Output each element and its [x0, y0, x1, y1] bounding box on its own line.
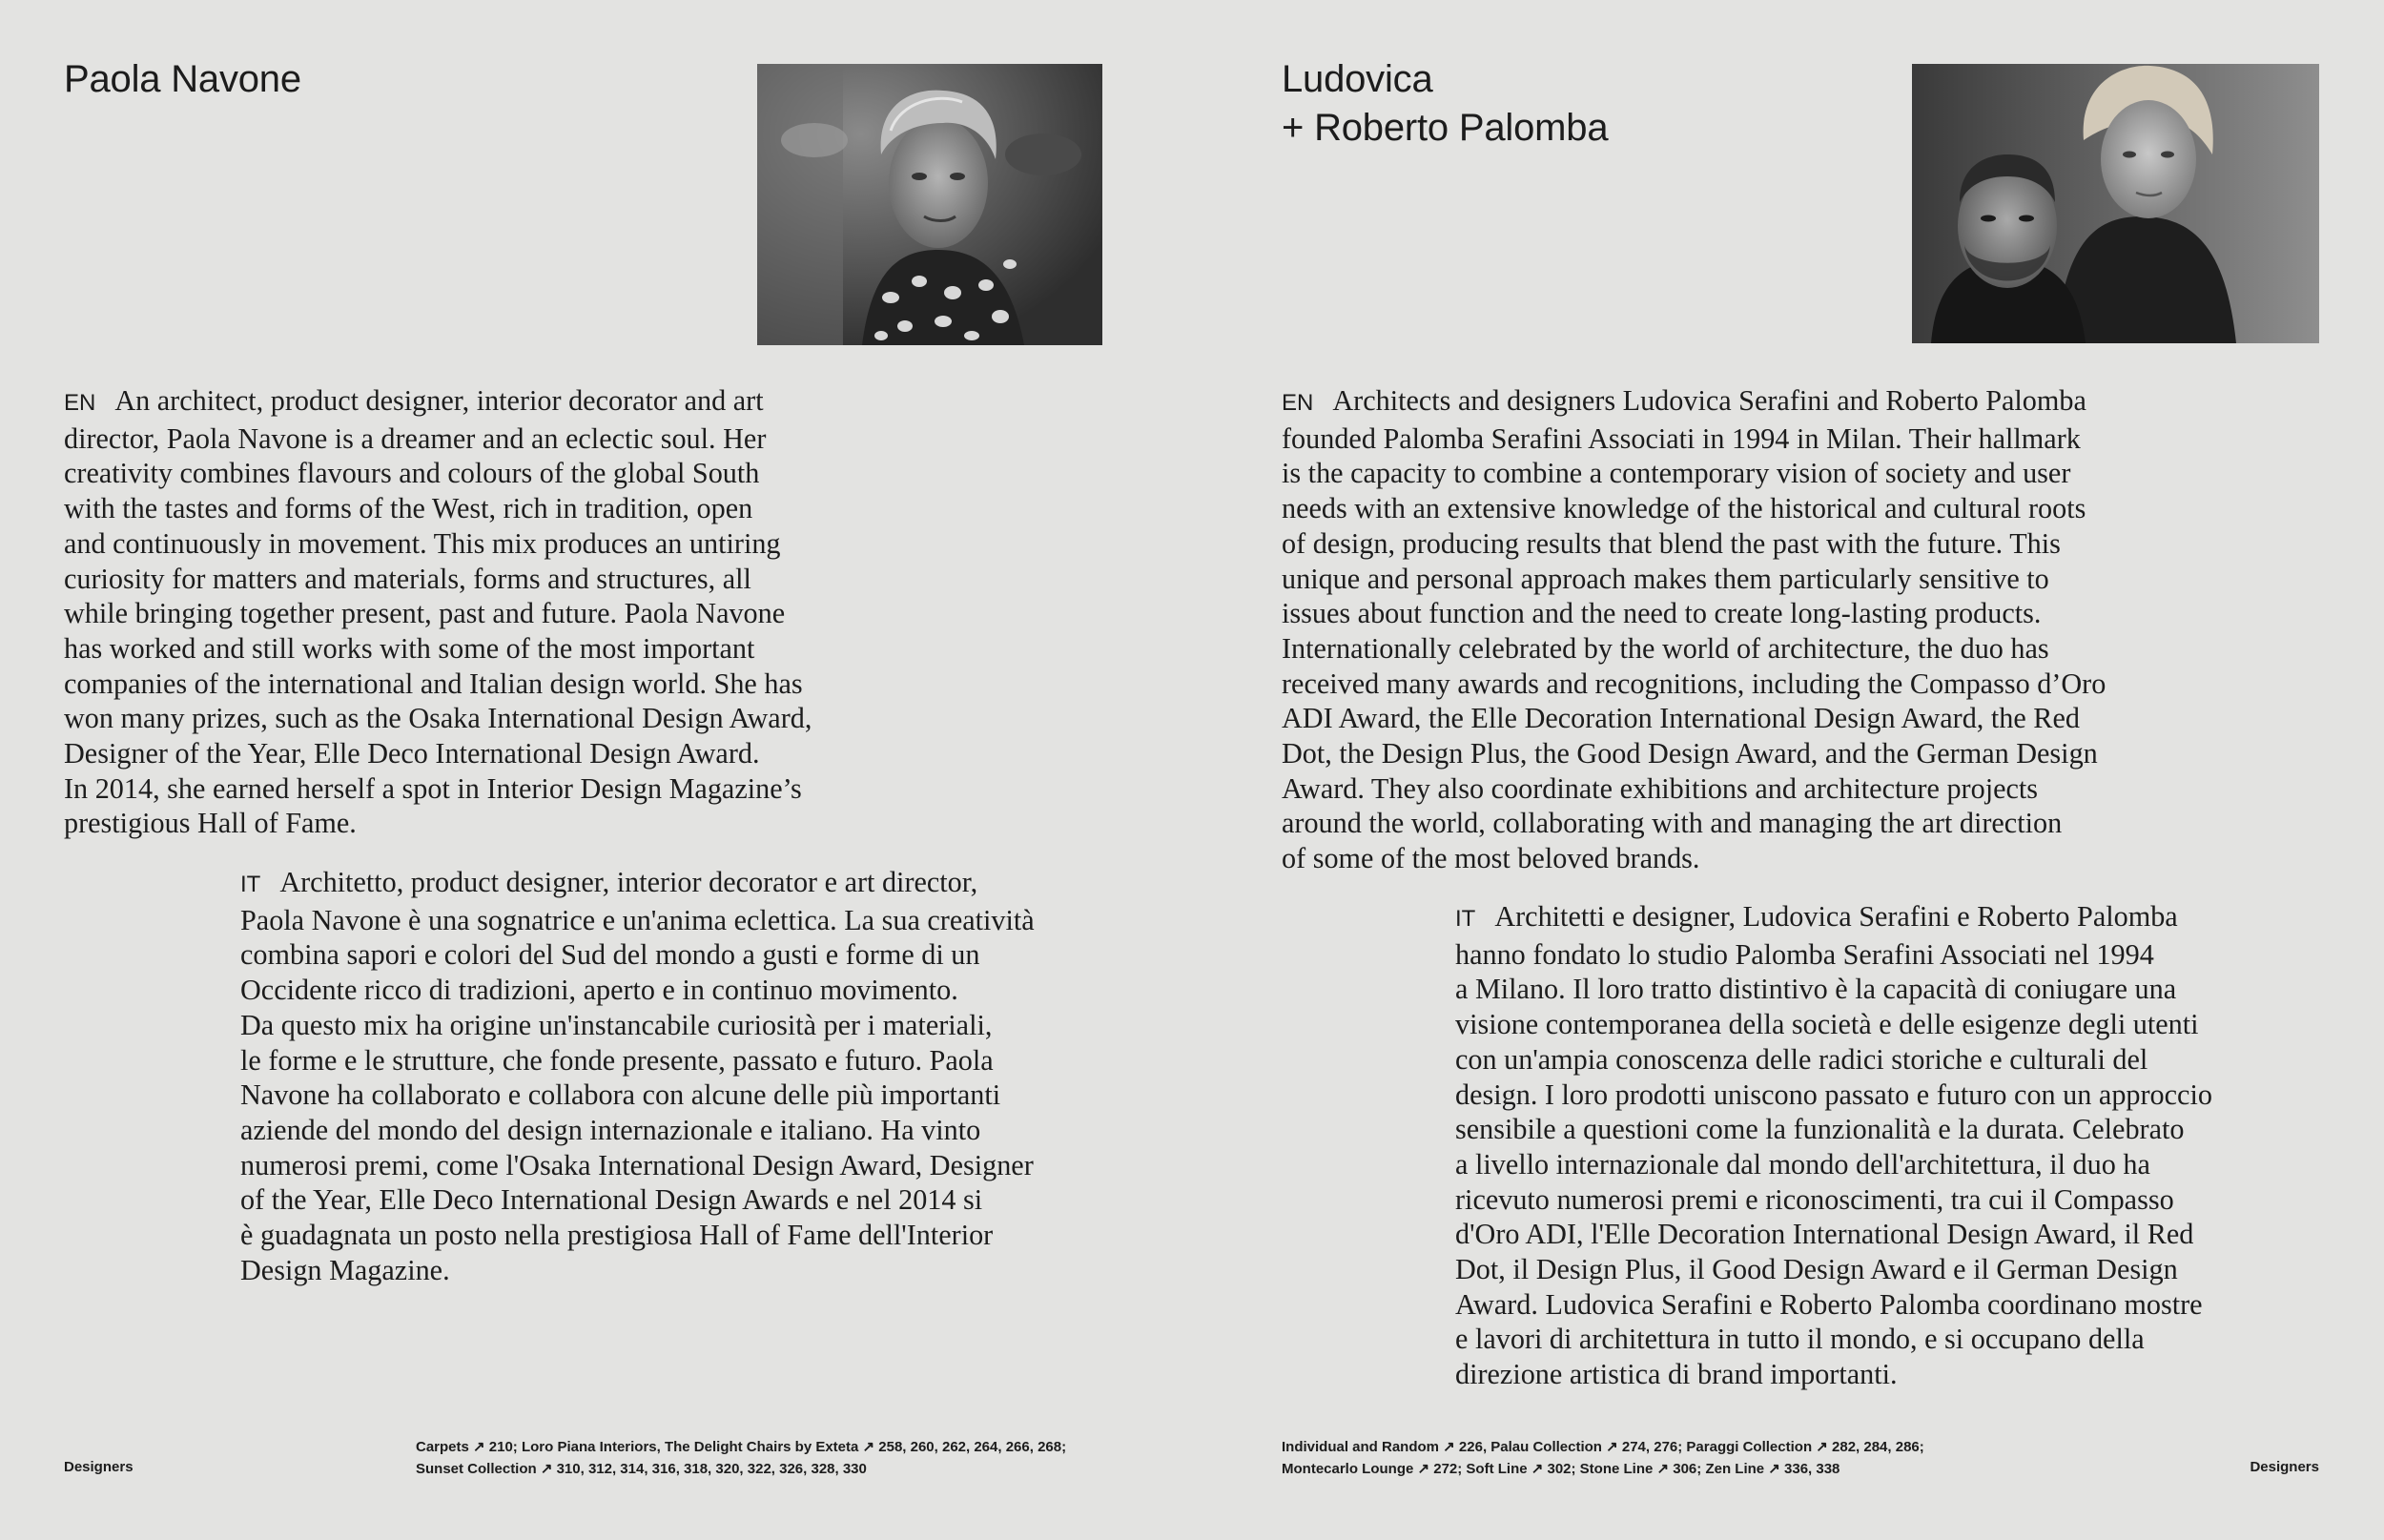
section-label-right: Designers — [2250, 1459, 2319, 1475]
designer-name-left — [64, 55, 301, 104]
language-tag-it: IT — [240, 872, 261, 897]
portrait-image — [1912, 64, 2319, 343]
reference-line: Sunset Collection ↗ 310, 312, 314, 316, 318, 320, 322, 326, 328, 330 — [416, 1461, 867, 1477]
bio-it-right: IT Architetti e designer, Ludovica Serafini e Roberto Palomba hanno fondato lo studio Palomba Serafini Associati nel 1994 a Milano. Il loro tratto distintivo è la capacità di coniugare una visione contemporanea della società e delle esigenze degli utenti con un'ampia conoscenza delle radici storiche e culturali del design. I loro prodotti uniscono passato e futuro con un approccio sensibile a questioni come la funzionalità e la durata. Celebrato a livello internazionale dal mondo dell'architettura, il duo ha ricevuto numerosi premi e riconoscimenti, tra cui il Compasso d'Oro ADI, l'Elle Decoration International Design Award, il Red Dot, il Design Plus, il Good Design Award e il German Design Award. Ludovica Serafini e Roberto Palomba coordinano mostre e lavori di architettura in tutto il mondo, e si occupano della direzione artistica di brand importanti. — [1455, 900, 2212, 1391]
reference-line: Individual and Random ↗ 226, Palau Collection ↗ 274, 276; Paraggi Collection ↗ 282, 284, 286; — [1282, 1439, 1924, 1455]
product-references-left — [416, 1436, 1066, 1480]
bio-en-left: EN An architect, product designer, interior decorator and art director, Paola Navone is a dreamer and an eclectic soul. Her creativity combines flavours and colours of the global South with the tastes and forms of the West, rich in tradition, open and continuously in movement. This mix produces an untiring curiosity for matters and materials, forms and structures, all while bringing together present, past and future. Paola Navone has worked and still works with some of the most important companies of the international and Italian design world. She has won many prizes, such as the Osaka International Design Award, Designer of the Year, Elle Deco International Design Award. In 2014, she earned herself a spot in Interior Design Magazine’s prestigious Hall of Fame. — [64, 384, 812, 840]
designer-name-line: + Roberto Palomba — [1282, 107, 1609, 149]
designer-name-right — [1282, 55, 1608, 153]
designer-name-line: Paola Navone — [64, 58, 301, 100]
portrait-photo-navone — [757, 64, 1102, 345]
bio-en-right: EN Architects and designers Ludovica Serafini and Roberto Palomba founded Palomba Serafini Associati in 1994 in Milan. Their hallmark is the capacity to combine a contemporary vision of society and user needs with an extensive knowledge of the historical and cultural roots of design, producing results that blend the past with the future. This unique and personal approach makes them particularly sensitive to issues about function and the need to create long-lasting products. Internationally celebrated by the world of architecture, the duo has received many awards and recognitions, including the Compasso d’Oro ADI Award, the Elle Decoration International Design Award, the Red Dot, the Design Plus, the Good Design Award, and the German Design Award. They also coordinate exhibitions and architecture projects around the world, collaborating with and managing the art direction of some of the most beloved brands. — [1282, 384, 2107, 875]
language-tag-en: EN — [1282, 390, 1314, 416]
right-page — [1192, 0, 2384, 1540]
section-label-left: Designers — [64, 1459, 134, 1475]
reference-line: Carpets ↗ 210; Loro Piana Interiors, The Delight Chairs by Exteta ↗ 258, 260, 262, 264, 266, 268; — [416, 1439, 1067, 1455]
bio-it-left: IT Architetto, product designer, interior decorator e art director, Paola Navone è una sognatrice e un'anima eclettica. La sua creatività combina sapori e colori del Sud del mondo a gusti e forme di un Occidente ricco di tradizioni, aperto e in continuo movimento. Da questo mix ha origine un'instancabile curiosità per i materiali, le forme e le strutture, che fonde presente, passato e futuro. Paola Navone ha collaborato e collabora con alcune delle più importanti aziende del mondo del design internazionale e italiano. Ha vinto numerosi premi, come l'Osaka International Design Award, Designer of the Year, Elle Deco International Design Awards e nel 2014 si è guadagnata un posto nella prestigiosa Hall of Fame dell'Interior Design Magazine. — [240, 866, 1035, 1286]
product-references-right — [1282, 1436, 1924, 1480]
portrait-image — [757, 64, 1102, 345]
designer-name-line: Ludovica — [1282, 58, 1433, 100]
language-tag-en: EN — [64, 390, 96, 416]
portrait-photo-palomba — [1912, 64, 2319, 343]
reference-line: Montecarlo Lounge ↗ 272; Soft Line ↗ 302; Stone Line ↗ 306; Zen Line ↗ 336, 338 — [1282, 1461, 1840, 1477]
language-tag-it: IT — [1455, 906, 1476, 932]
